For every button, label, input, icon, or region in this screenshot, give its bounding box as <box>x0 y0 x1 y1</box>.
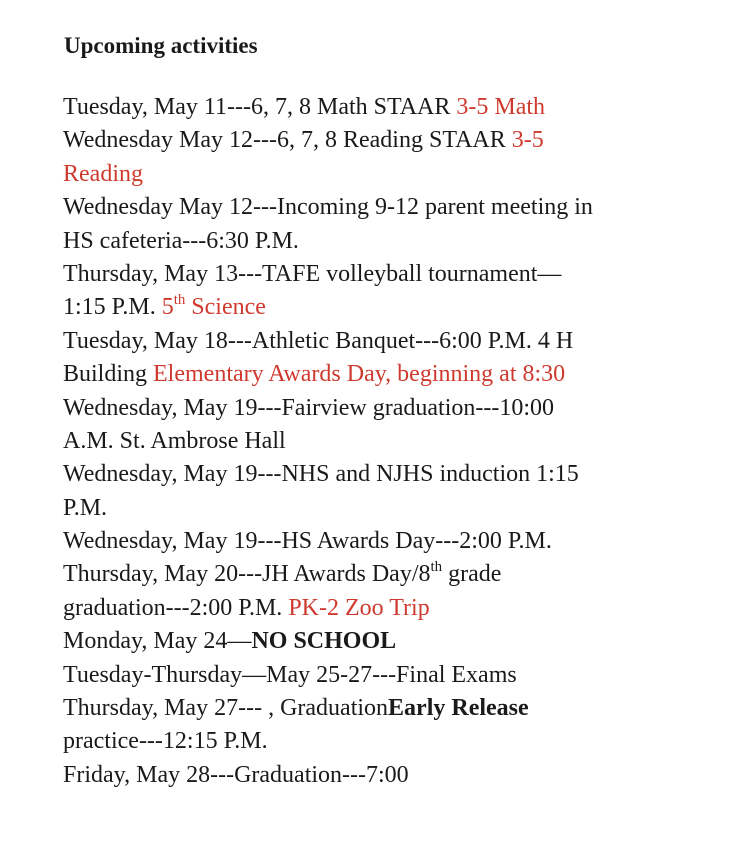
line-text: Friday, May 28---Graduation---7:00 <box>63 761 409 788</box>
line-text: Thursday, May 20---JH Awards Day/8 <box>63 561 431 588</box>
highlight-text: PK-2 Zoo Trip <box>288 594 430 621</box>
line-text: Wednesday, May 19---NHS and NJHS induction 1:15 <box>63 461 579 488</box>
activity-line <box>63 425 593 458</box>
activity-line <box>63 525 593 558</box>
highlight-text: 3-5 Math <box>456 94 546 120</box>
line-text: Tuesday-Thursday—May 25-27---Final Exams <box>63 661 517 688</box>
line-text: P.M. <box>63 494 108 521</box>
activity-line <box>63 325 593 358</box>
bold-text: Early Release <box>388 695 529 722</box>
activity-line <box>63 759 593 792</box>
line-text-continued: grade <box>442 561 502 588</box>
activity-line <box>63 458 593 491</box>
highlight-text-continued: Science <box>185 294 266 321</box>
line-text: practice---12:15 P.M. <box>63 728 268 755</box>
activity-line <box>63 392 593 425</box>
activity-line <box>63 91 593 124</box>
activity-line <box>63 625 593 658</box>
line-text: A.M. St. Ambrose Hall <box>63 427 286 454</box>
highlight-text: 3-5 <box>511 127 544 154</box>
line-text: Monday, May 24— <box>63 628 252 655</box>
activity-line <box>63 124 593 157</box>
activity-line <box>63 692 593 725</box>
page-title: Upcoming activities <box>64 33 258 58</box>
line-text: Thursday, May 27--- <box>63 695 269 722</box>
line-text: graduation---2:00 P.M. <box>63 594 289 621</box>
activity-line <box>63 258 593 291</box>
bold-text: NO SCHOOL <box>251 628 397 655</box>
activity-line <box>63 659 593 692</box>
line-text: Wednesday May 12---Incoming 9-12 parent meeting in <box>63 194 593 221</box>
activity-list <box>63 91 593 792</box>
activity-line <box>63 558 593 591</box>
ordinal-suffix: th <box>430 558 443 575</box>
line-text: Building <box>63 361 154 388</box>
activity-line <box>63 225 593 258</box>
line-text: Wednesday, May 19---HS Awards Day---2:00 P.M. <box>63 528 552 555</box>
highlight-ordinal-suffix: th <box>173 291 186 308</box>
line-text: HS cafeteria---6:30 P.M. <box>63 227 299 254</box>
line-text: Tuesday, May 11---6, 7, 8 Math STAAR <box>63 94 457 120</box>
activity-line <box>63 725 593 758</box>
activity-line <box>63 158 593 191</box>
line-text: 1:15 P.M. <box>63 294 162 321</box>
activity-line <box>63 191 593 224</box>
highlight-text: Elementary Awards Day, beginning at 8:30 <box>153 361 566 388</box>
highlight-text: Reading <box>63 160 143 187</box>
line-text-continued: , Graduation <box>268 695 389 722</box>
line-text: Thursday, May 13---TAFE volleyball tournament— <box>63 260 562 287</box>
highlight-text: 5 <box>161 294 174 321</box>
activity-line <box>63 358 593 391</box>
activity-line <box>63 291 593 324</box>
activity-line <box>63 492 593 525</box>
activity-line <box>63 592 593 625</box>
line-text: Wednesday May 12---6, 7, 8 Reading STAAR <box>63 127 512 154</box>
line-text: Wednesday, May 19---Fairview graduation---10:00 <box>63 394 555 421</box>
line-text: Tuesday, May 18---Athletic Banquet---6:00 P.M. 4 H <box>63 327 574 354</box>
